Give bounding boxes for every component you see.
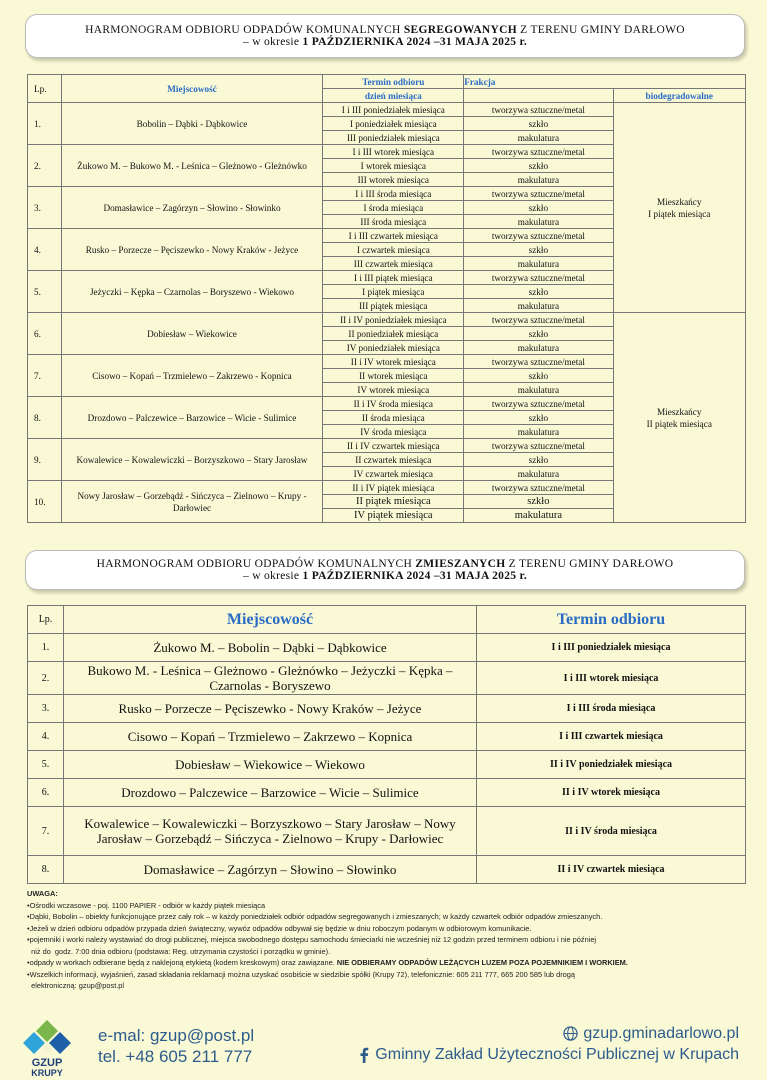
row-lp: 9.: [28, 439, 62, 481]
row-fraction: tworzywa sztuczne/metal: [464, 229, 613, 243]
row-fraction: makulatura: [464, 425, 613, 439]
table-row: [28, 313, 746, 327]
row-lp: 1.: [28, 103, 62, 145]
row-term: II i IV czwartek miesiąca: [477, 856, 746, 884]
row-fraction: makulatura: [464, 131, 613, 145]
row-fraction: tworzywa sztuczne/metal: [464, 439, 613, 453]
bio-text: I piątek miesiąca: [648, 208, 711, 219]
row-fraction: szkło: [464, 327, 613, 341]
header-miejscowosc: Miejscowość: [61, 75, 323, 103]
row-lp: 3.: [28, 695, 64, 723]
header-segregated: [25, 14, 745, 58]
header-text: Z TERENU GMINY DARŁOWO: [505, 558, 674, 570]
row-fraction: tworzywa sztuczne/metal: [464, 313, 613, 327]
row-term: III poniedziałek miesiąca: [323, 131, 464, 145]
row-lp: 7.: [28, 355, 62, 397]
row-location: Domasławice – Zagórzyn – Słowino - Słowinko: [61, 187, 323, 229]
row-term: II i IV środa miesiąca: [477, 807, 746, 856]
table-row: [28, 807, 746, 856]
header-date: 1 PAŹDZIERNIKA 2024 –31 MAJA 2025 r.: [302, 570, 528, 582]
header-lp: Lp.: [28, 75, 62, 103]
company-name: Gminny Zakład Użyteczności Publicznej w Krupach: [375, 1046, 739, 1063]
row-fraction: makulatura: [464, 467, 613, 481]
header-empty: [464, 89, 613, 103]
table-row: [28, 723, 746, 751]
header-mixed: [25, 550, 745, 590]
row-term: IV czwartek miesiąca: [323, 467, 464, 481]
row-lp: 8.: [28, 397, 62, 439]
row-term: III środa miesiąca: [323, 215, 464, 229]
website-link[interactable]: [563, 1025, 739, 1043]
row-lp: 3.: [28, 187, 62, 229]
row-fraction: szkło: [464, 453, 613, 467]
note-item: niż do godz. 7:00 dnia odbioru (podstawa: Reg. utrzymania czystości i porządku w gminie).: [27, 946, 331, 956]
row-lp: 2.: [28, 145, 62, 187]
row-location: Rusko – Porzecze – Pęciszewko - Nowy Kraków - Jeżyce: [61, 229, 323, 271]
table-row: [28, 103, 746, 117]
note-item: •Jeżeli w dzień odbioru odpadów przypada dzień świąteczny, wywóz odpadów odbywał się będzie w dniu roboczym podanym w odbiorowym komunikacie.: [27, 923, 532, 933]
row-term: I i III wtorek miesiąca: [477, 662, 746, 695]
row-fraction: szkło: [464, 285, 613, 299]
row-location: Rusko – Porzecze – Pęciszewko - Nowy Kraków – Jeżyce: [64, 695, 477, 723]
table-row: [28, 634, 746, 662]
row-term: I i III czwartek miesiąca: [477, 723, 746, 751]
row-lp: 1.: [28, 634, 64, 662]
note-item: •Dąbki, Bobolin – obiekty funkcjonujące przez cały rok – w każdy poniedziałek odbiór odpadów segregowanych i zmieszanych; w każdy czwartek odbiór odpadów zmieszanych.: [27, 912, 603, 921]
segregated-schedule-table: [27, 74, 746, 523]
row-location: Domasławice – Zagórzyn – Słowino – Słowinko: [64, 856, 477, 884]
row-fraction: makulatura: [464, 173, 613, 187]
row-lp: 7.: [28, 807, 64, 856]
website-text: gzup.gminadarlowo.pl: [583, 1025, 739, 1042]
bio-text: Mieszkańcy: [657, 406, 702, 417]
email-link[interactable]: e-mal: gzup@post.pl: [98, 1026, 255, 1045]
row-location: Drozdowo – Palczewice – Barzowice – Wicie – Sulimice: [64, 779, 477, 807]
note-warning: NIE ODBIERAMY ODPADÓW LEŻĄCYCH LUZEM POZA POJEMNIKIEM I WORKIEM.: [336, 958, 628, 967]
table-row: [28, 856, 746, 884]
row-term: II środa miesiąca: [323, 411, 464, 425]
row-fraction: makulatura: [464, 341, 613, 355]
row-term: II i IV poniedziałek miesiąca: [477, 751, 746, 779]
row-term: I czwartek miesiąca: [323, 243, 464, 257]
footer: [0, 1015, 767, 1080]
row-term: I i III piątek miesiąca: [323, 271, 464, 285]
globe-icon: [563, 1026, 578, 1041]
row-lp: 6.: [28, 779, 64, 807]
row-term: I wtorek miesiąca: [323, 159, 464, 173]
table-row: [28, 695, 746, 723]
row-term: II czwartek miesiąca: [323, 453, 464, 467]
row-fraction: tworzywa sztuczne/metal: [464, 271, 613, 285]
row-fraction: szkło: [464, 201, 613, 215]
row-term: III czwartek miesiąca: [323, 257, 464, 271]
row-term: II wtorek miesiąca: [323, 369, 464, 383]
header-text: – w okresie: [242, 36, 303, 48]
header-termin: Termin odbioru: [477, 606, 746, 634]
notes-title: UWAGA:: [27, 889, 58, 898]
row-term: I i III środa miesiąca: [323, 187, 464, 201]
row-term: I i III środa miesiąca: [477, 695, 746, 723]
row-term: IV piątek miesiąca: [323, 509, 464, 523]
table-row: [28, 751, 746, 779]
header-bio: biodegradowalne: [613, 89, 746, 103]
bio-text: II piątek miesiąca: [646, 418, 712, 429]
header-text: HARMONOGRAM ODBIORU ODPADÓW KOMUNALNYCH: [96, 558, 416, 570]
row-location: Dobiesław – Wiekowice: [61, 313, 323, 355]
header-lp: Lp.: [28, 606, 64, 634]
note-item: •Wszelkich informacji, wyjaśnień, zasad składania reklamacji można uzyskać osobiście w siedzibie spółki (Krupy 72), telefonicznie: 605 211 777, 665 200 585 lub drogą: [27, 969, 575, 979]
row-fraction: tworzywa sztuczne/metal: [464, 355, 613, 369]
row-term: I i III poniedziałek miesiąca: [477, 634, 746, 662]
row-fraction: szkło: [464, 411, 613, 425]
row-term: IV środa miesiąca: [323, 425, 464, 439]
row-fraction: tworzywa sztuczne/metal: [464, 481, 613, 495]
facebook-icon: [358, 1047, 370, 1063]
row-location: Bobolin – Dąbki - Dąbkowice: [61, 103, 323, 145]
row-fraction: szkło: [464, 117, 613, 131]
row-term: IV poniedziałek miesiąca: [323, 341, 464, 355]
logo-text-krupy: KRUPY: [31, 1068, 63, 1078]
header-text: – w okresie: [242, 570, 303, 582]
row-fraction: szkło: [464, 243, 613, 257]
row-location: Kowalewice – Kowalewiczki – Borzyszkowo – Stary Jarosław – Nowy Jarosław – Gorzebądź – Sińczyca - Zielnowo – Krupy - Darłowiec: [64, 807, 477, 856]
row-term: I poniedziałek miesiąca: [323, 117, 464, 131]
row-fraction: makulatura: [464, 215, 613, 229]
header-termin: Termin odbioru: [323, 75, 464, 89]
logo-text-gzup: GZUP: [31, 1057, 63, 1069]
row-location: Drozdowo – Palczewice – Barzowice – Wicie - Sulimice: [61, 397, 323, 439]
row-fraction: tworzywa sztuczne/metal: [464, 103, 613, 117]
row-fraction: szkło: [464, 495, 613, 509]
row-term: I środa miesiąca: [323, 201, 464, 215]
mixed-schedule-table: [27, 605, 746, 884]
row-term: III wtorek miesiąca: [323, 173, 464, 187]
note-item: •Ośrodki wczasowe - poj. 1100 PAPIER - odbiór w każdy piątek miesiąca: [27, 900, 266, 910]
row-term: II i IV poniedziałek miesiąca: [323, 313, 464, 327]
table-row: [28, 662, 746, 695]
row-location: Dobiesław – Wiekowice – Wiekowo: [64, 751, 477, 779]
phone-link[interactable]: tel. +48 605 211 777: [98, 1047, 253, 1066]
row-location: Żukowo M. – Bobolin – Dąbki – Dąbkowice: [64, 634, 477, 662]
row-lp: 6.: [28, 313, 62, 355]
row-lp: 2.: [28, 662, 64, 695]
row-term: I i III wtorek miesiąca: [323, 145, 464, 159]
row-fraction: makulatura: [464, 509, 613, 523]
header-text: HARMONOGRAM ODBIORU ODPADÓW KOMUNALNYCH: [85, 24, 404, 36]
row-term: II i IV wtorek miesiąca: [477, 779, 746, 807]
note-item: elektroniczną: gzup@post.pl: [27, 981, 125, 990]
row-fraction: makulatura: [464, 383, 613, 397]
note-item: •odpady w workach odbierane będą z naklejoną etykietą (kodem kreskowym) oraz zawiązane. NIE ODBIERAMY ODPADÓW LEŻĄCYCH LUZEM POZA POJEMNIKIEM I WORKIEM.: [27, 958, 628, 967]
row-lp: 10.: [28, 481, 62, 523]
row-location: Bukowo M. - Leśnica – Gleżnowo - Gleżnówko – Jeżyczki – Kępka – Czarnolas - Boryszewo: [64, 662, 477, 695]
notes: [27, 888, 752, 992]
row-term: II i IV wtorek miesiąca: [323, 355, 464, 369]
header-bold: ZMIESZANYCH: [415, 558, 506, 570]
row-lp: 8.: [28, 856, 64, 884]
header-date: 1 PAŹDZIERNIKA 2024 –31 MAJA 2025 r.: [302, 36, 528, 48]
row-term: I i III poniedziałek miesiąca: [323, 103, 464, 117]
row-fraction: tworzywa sztuczne/metal: [464, 187, 613, 201]
row-location: Żukowo M. – Bukowo M. - Leśnica – Gleżnowo - Gleżnówko: [61, 145, 323, 187]
row-term: I piątek miesiąca: [323, 285, 464, 299]
header-text: Z TERENU GMINY DARŁOWO: [516, 24, 685, 36]
facebook-link[interactable]: [358, 1046, 739, 1064]
row-term: II i IV piątek miesiąca: [323, 481, 464, 495]
row-lp: 5.: [28, 751, 64, 779]
row-term: II poniedziałek miesiąca: [323, 327, 464, 341]
row-location: Jeżyczki – Kępka – Czarnolas – Boryszewo - Wiekowo: [61, 271, 323, 313]
bio-cell-2: [613, 313, 746, 523]
row-term: II i IV czwartek miesiąca: [323, 439, 464, 453]
bio-cell-1: [613, 103, 746, 313]
row-lp: 4.: [28, 229, 62, 271]
row-fraction: szkło: [464, 159, 613, 173]
row-term: II i IV środa miesiąca: [323, 397, 464, 411]
row-location: Cisowo – Kopań – Trzmielewo – Zakrzewo - Kopnica: [61, 355, 323, 397]
row-term: III piątek miesiąca: [323, 299, 464, 313]
header-bold: SEGREGOWANYCH: [403, 24, 517, 36]
header-miejscowosc: Miejscowość: [64, 606, 477, 634]
row-fraction: makulatura: [464, 257, 613, 271]
row-fraction: tworzywa sztuczne/metal: [464, 397, 613, 411]
row-location: Nowy Jarosław – Gorzebądź - Sińczyca – Zielnowo – Krupy - Darłowiec: [61, 481, 323, 523]
row-fraction: makulatura: [464, 299, 613, 313]
row-term: II piątek miesiąca: [323, 495, 464, 509]
row-term: IV wtorek miesiąca: [323, 383, 464, 397]
header-frakcja: Frakcja: [464, 75, 746, 89]
bio-text: Mieszkańcy: [657, 196, 702, 207]
note-item: •pojemniki i worki należy wystawiać do drogi publicznej, miejsca swobodnego dostępu samochodu śmieciarki nie wcześniej niż 12 godzin przed terminem odbioru i nie później: [27, 935, 597, 944]
row-location: Kowalewice – Kowalewiczki – Borzyszkowo – Stary Jarosław: [61, 439, 323, 481]
gzup-logo-icon: [22, 1018, 72, 1078]
row-lp: 4.: [28, 723, 64, 751]
row-location: Cisowo – Kopań – Trzmielewo – Zakrzewo – Kopnica: [64, 723, 477, 751]
row-fraction: szkło: [464, 369, 613, 383]
header-dzien: dzień miesiąca: [323, 89, 464, 103]
row-fraction: tworzywa sztuczne/metal: [464, 145, 613, 159]
row-lp: 5.: [28, 271, 62, 313]
table-row: [28, 779, 746, 807]
row-term: I i III czwartek miesiąca: [323, 229, 464, 243]
